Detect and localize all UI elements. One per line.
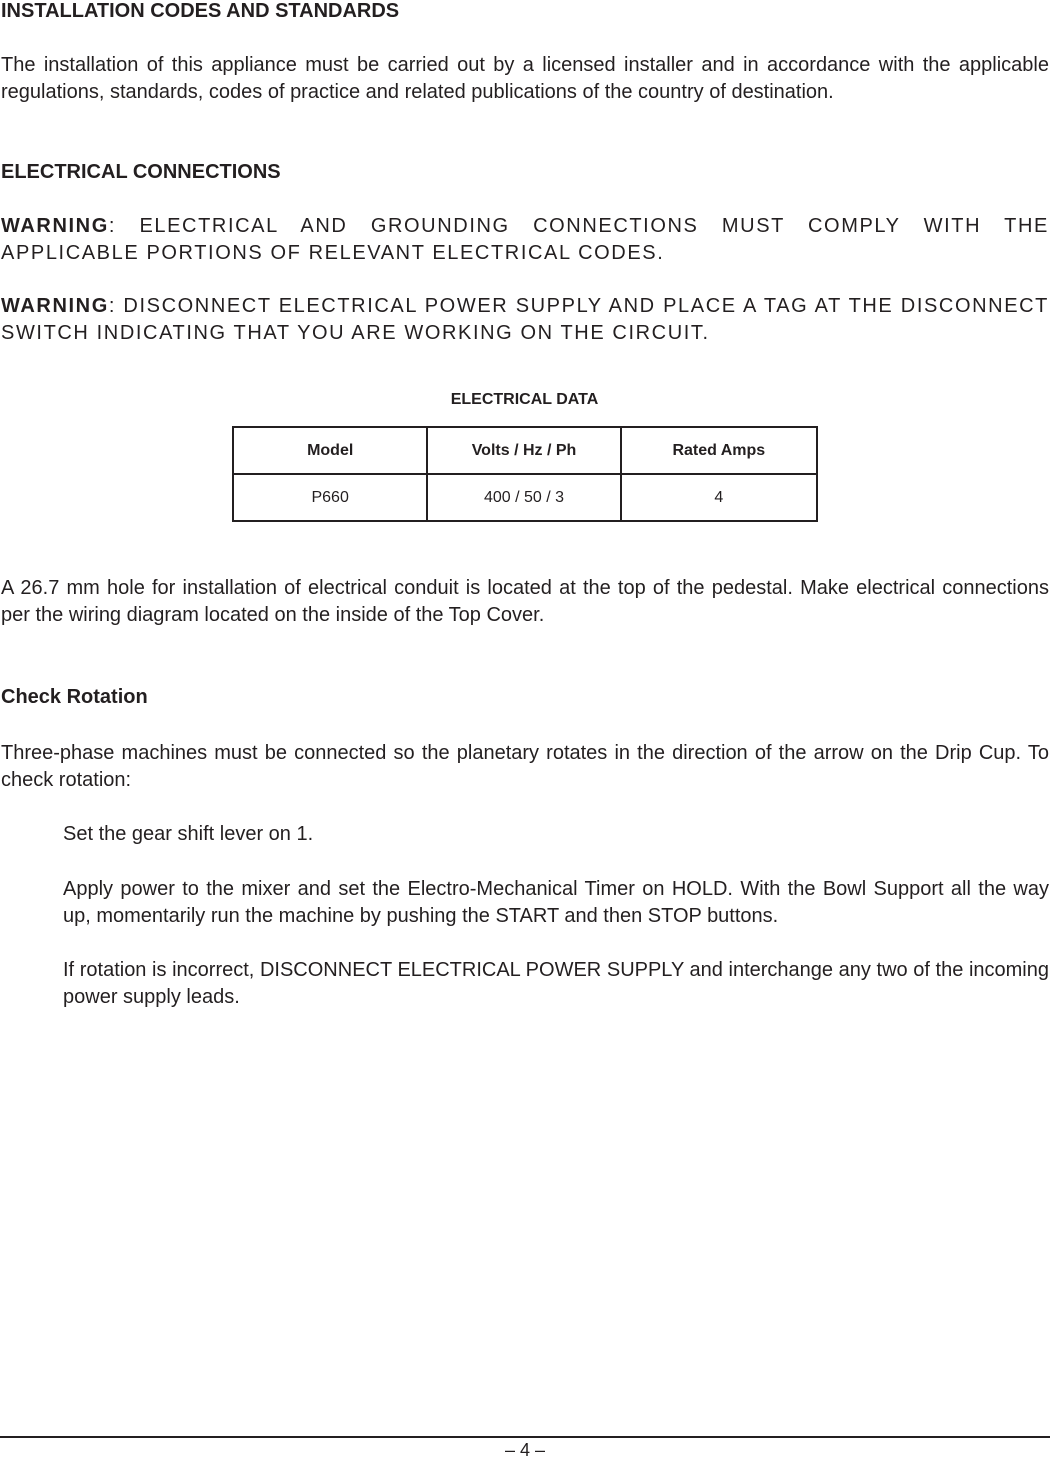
check-rotation-heading: Check Rotation bbox=[1, 686, 148, 708]
cell-rated-amps: 4 bbox=[621, 474, 817, 521]
warning-text: : DISCONNECT ELECTRICAL POWER SUPPLY AND PLACE A TAG AT THE DISCONNECT SWITCH INDICATING THAT YOU ARE WORKING ON THE CIRCUIT. bbox=[1, 295, 1049, 344]
installation-codes-paragraph: The installation of this appliance must be carried out by a licensed installer and in accordance with the applicable regulations, standards, codes of practice and related publications of the country of destination. bbox=[1, 54, 1049, 103]
page-number: – 4 – bbox=[504, 1440, 546, 1460]
electrical-connections-heading: ELECTRICAL CONNECTIONS bbox=[1, 161, 281, 183]
rotation-step: If rotation is incorrect, DISCONNECT ELECTRICAL POWER SUPPLY and interchange any two of the incoming power supply leads. bbox=[63, 959, 1049, 1008]
rotation-step: Apply power to the mixer and set the Electro-Mechanical Timer on HOLD. With the Bowl Support all the way up, momentarily run the machine by pushing the START and then STOP buttons. bbox=[63, 878, 1049, 927]
electrical-data-title: ELECTRICAL DATA bbox=[450, 391, 599, 408]
cell-volts-hz-ph: 400 / 50 / 3 bbox=[427, 474, 620, 521]
table-row bbox=[233, 474, 817, 521]
column-header-volts-hz-ph: Volts / Hz / Ph bbox=[427, 427, 620, 474]
rotation-intro-paragraph: Three-phase machines must be connected so the planetary rotates in the direction of the arrow on the Drip Cup. To check rotation: bbox=[1, 742, 1049, 791]
warning-text: : ELECTRICAL AND GROUNDING CONNECTIONS MUST COMPLY WITH THE APPLICABLE PORTIONS OF RELEVANT ELECTRICAL CODES. bbox=[1, 215, 1049, 264]
column-header-rated-amps: Rated Amps bbox=[621, 427, 817, 474]
installation-codes-heading: INSTALLATION CODES AND STANDARDS bbox=[1, 0, 400, 22]
electrical-data-table bbox=[232, 426, 818, 522]
warning-label: WARNING bbox=[1, 295, 109, 317]
column-header-model: Model bbox=[233, 427, 427, 474]
rotation-step: Set the gear shift lever on 1. bbox=[63, 823, 314, 845]
table-header-row bbox=[233, 427, 817, 474]
disconnect-warning bbox=[1, 293, 1049, 346]
grounding-warning bbox=[1, 213, 1049, 266]
conduit-note-paragraph: A 26.7 mm hole for installation of electrical conduit is located at the top of the pedestal. Make electrical connections per the wiring diagram located on the inside of the Top Cover. bbox=[1, 577, 1049, 626]
cell-model: P660 bbox=[233, 474, 427, 521]
warning-label: WARNING bbox=[1, 215, 109, 237]
